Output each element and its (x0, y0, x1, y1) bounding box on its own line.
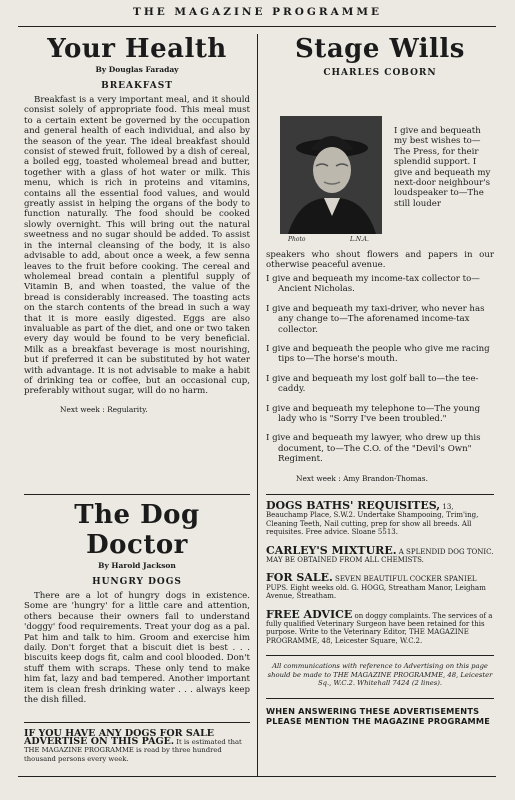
ad-text: on doggy complaints. The services of a fully qualified Veterinary Surgeon have been retained for this purpose. Write to the Veterinary Editor, THE MAGAZINE PROGRAMME, 48, Leicester Square, W.C.2. (266, 611, 493, 645)
wills-article (266, 34, 494, 494)
ad-text: 13, Beauchamp Place, S.W.2. Undertake Shampooing, Trim'ing, Cleaning Teeth, Nail cutting, prep for show all breeds. All requisites. Free advice. Sloane 5513. (266, 503, 479, 537)
dog-sale-ad (24, 730, 250, 763)
will-stanza: I give and bequeath the people who give me racing tips to—The horse's mouth. (266, 344, 490, 365)
dog-body (24, 591, 250, 705)
health-article (24, 34, 250, 414)
ad-lead: CARLEY'S MIXTURE. (266, 543, 397, 557)
ads-rule (266, 698, 494, 699)
dog-article (24, 500, 250, 705)
health-byline: By Douglas Faraday (95, 65, 179, 74)
ad-lead: DOGS BATHS' REQUISITES, (266, 499, 441, 512)
ad-text: SEVEN BEAUTIFUL COCKER SPANIEL PUPS. Eight weeks old. G. HOGG, Streatham Manor, Leigham Avenue, Streatham. (266, 575, 486, 601)
ad-dogs-baths (266, 499, 494, 537)
closing-notice: WHEN ANSWERING THESE ADVERTISEMENTS PLEASE MENTION THE MAGAZINE PROGRAMME (266, 705, 490, 726)
top-rule (18, 26, 496, 27)
photo-credit: Photo (288, 236, 306, 243)
dog-subhead: HUNGRY DOGS (92, 577, 182, 587)
health-body (24, 95, 250, 397)
will-stanza: I give and bequeath my lawyer, who drew up this document, to—The C.O. of the "Devil's Own" Regiment. (266, 433, 481, 465)
wills-continuation: speakers who shout flowers and papers in our otherwise peaceful avenue. (266, 250, 494, 271)
ad-free-advice (266, 607, 494, 646)
classified-ads (266, 499, 494, 727)
will-stanza: I give and bequeath my lost golf ball to—the tee-caddy. (266, 373, 479, 395)
dog-title: The Dog Doctor (74, 500, 200, 560)
bottom-rule (18, 776, 496, 777)
health-next-week: Next week : Regularity. (60, 404, 148, 414)
ad-lead: FOR SALE. (266, 571, 333, 585)
section-rule (24, 494, 250, 495)
will-stanza: I give and bequeath my taxi-driver, who never has any change to—The aforenamed income-tax collector. (266, 303, 485, 335)
masthead: THE MAGAZINE PROGRAMME (133, 6, 382, 18)
section-rule (266, 494, 494, 495)
portrait-image (280, 116, 382, 234)
dog-paragraph: There are a lot of hungry dogs in existence. Some are 'hungry' for a little care and attention, others because their owners fail to understand 'doggy' food requirements. Treat your dog as a pal. Pat him and talk to him. Groom and exercise him daily. Don't forget that a biscuit diet is best . . . biscuits keep dogs fit, calm and cool blooded. Don't stuff them with scraps. These only tend to make him fat, lazy and bad tempered. Another important item is clean fresh drinking water . . . always keep the dish filled. (24, 591, 250, 706)
ads-rule (266, 655, 494, 656)
dog-byline: By Harold Jackson (98, 561, 176, 570)
section-rule (24, 722, 250, 723)
column-divider (257, 34, 258, 776)
health-paragraph: Breakfast is a very important meal, and it should consist solely of appropriate food. This meal must to a certain extent be governed by the occupation and general health of each individual, and also by the season of the year. The ideal breakfast should consist of stewed fruit, followed by a dish of cereal, a boiled egg, toasted wholemeal bread and butter, together with a glass of hot water or milk. This menu, which is rich in proteins and vitamins, contains all the essential food values, and would greatly assist in helping the organs of the body to function naturally. The food should be cooked slowly overnight. This will bring out the natural sweetness and no sugar should be added. To assist in the internal cleansing of the body, it is also advisable to add, about once a week, a few senna leaves to the fruit before cooking. The cereal and wholemeal bread contain a plentiful supply of Vitamin B, and when toasted, the value of the bread is considerably increased. The toasting acts on the starch contents of the bread in such a way that it is more easily digested. Eggs are also invaluable as part of the diet, and one or two taken every day would be found to be very beneficial. Milk as a breakfast beverage is most nourishing, but if preferred it can be substituted by hot water with advantage. It is not advisable to make a habit of drinking tea or coffee, but an occasional cup, preferably without sugar, will do no harm. (24, 95, 250, 397)
photo-agency: L.N.A. (350, 236, 369, 243)
wills-next-week: Next week : Amy Brandon-Thomas. (296, 473, 428, 483)
ad-for-sale (266, 571, 494, 601)
health-subhead: BREAKFAST (101, 81, 173, 91)
health-title: Your Health (47, 34, 227, 64)
wills-title: Stage Wills (295, 34, 465, 64)
wills-author: CHARLES COBORN (323, 68, 437, 78)
portrait-photo (280, 116, 382, 234)
will-stanza: I give and bequeath my telephone to—The young lady who is "Sorry I've been troubled." (266, 403, 481, 425)
advertising-note: All communications with reference to Advertising on this page should be made to THE MAGAZINE PROGRAMME, 48, Leicester Sq., W.C.2. Whitehall 7424 (2 lines). (267, 662, 493, 688)
wills-wrap-text: I give and bequeath my best wishes to—The Press, for their splendid support. I give and bequeath my next-door neighbour's loudspeaker to—The still louder (394, 126, 491, 209)
dog-sale-ad-lead: IF YOU HAVE ANY DOGS FOR SALE ADVERTISE ON THIS PAGE. (24, 728, 215, 748)
ad-carleys-mixture (266, 543, 494, 565)
wills-stanzas (266, 274, 494, 483)
ad-text: A SPLENDID DOG TONIC. MAY BE OBTAINED FROM ALL CHEMISTS. (266, 547, 494, 565)
ad-lead: FREE ADVICE (266, 607, 353, 621)
will-stanza: I give and bequeath my income-tax collector to—Ancient Nicholas. (266, 274, 480, 295)
dog-sale-ad-text: It is estimated that THE MAGAZINE PROGRAMME is read by three hundred thousand persons every week. (24, 738, 242, 763)
